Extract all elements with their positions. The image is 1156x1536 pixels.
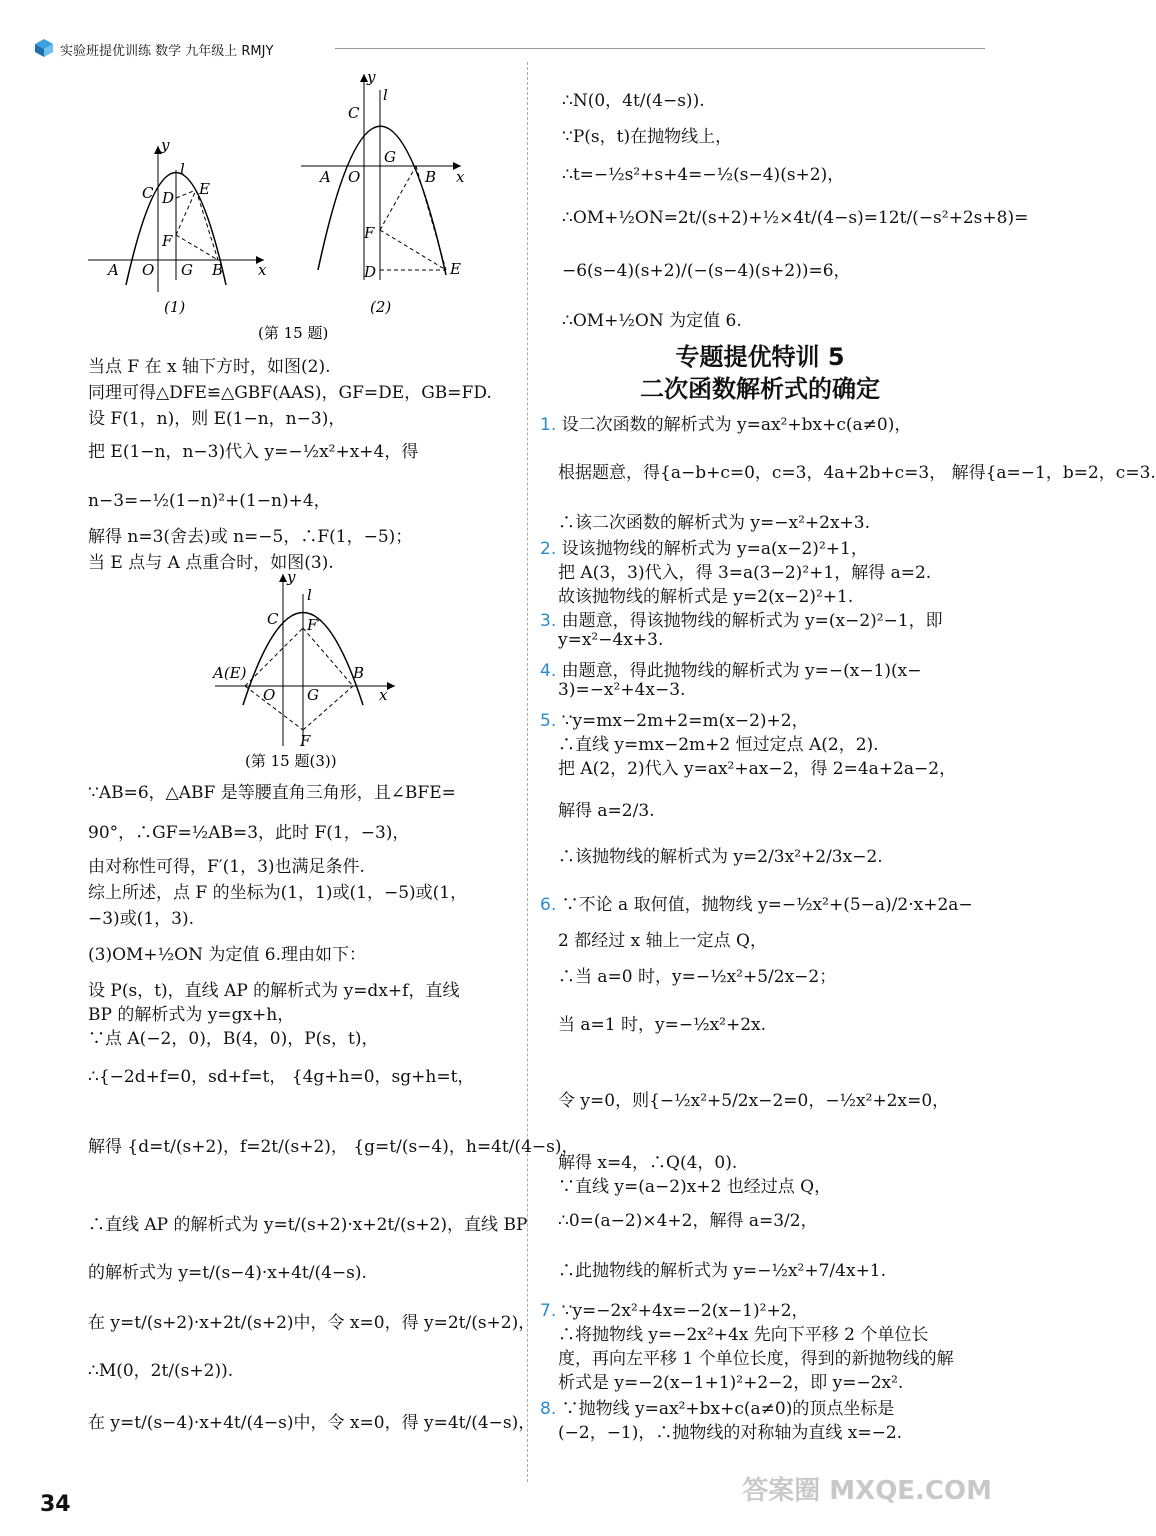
svg-text:B: B xyxy=(353,664,365,682)
item-number: 8. xyxy=(540,1399,557,1419)
item-number: 6. xyxy=(540,895,557,915)
figure-15-1-2 xyxy=(86,70,476,350)
left-line-22: 在 y=t/(s−4)·x+4t/(4−s)中，令 x=0，得 y=4t/(4−s)， xyxy=(88,1413,536,1433)
item-1-line-2: 根据题意，得{a−b+c=0，c=3，4a+2b+c=3， 解得{a=−1，b=2，c=3. xyxy=(558,463,1156,483)
left-line-20: 在 y=t/(s+2)·x+2t/(s+2)中，令 x=0，得 y=2t/(s+2)， xyxy=(88,1313,536,1333)
left-line-16: ∴{−2d+f=0，sd+f=t， {4g+h=0，sg+h=t， xyxy=(88,1067,475,1087)
item-4 xyxy=(540,656,922,681)
svg-text:y: y xyxy=(161,136,170,154)
item-5-line-2: ∴直线 y=mx−2m+2 恒过定点 A(2，2). xyxy=(558,735,879,755)
left-line-21: ∴M(0，2t/(s+2)). xyxy=(88,1361,234,1381)
item-number: 5. xyxy=(540,711,557,731)
item-8 xyxy=(540,1394,894,1419)
item-6-line-5: 令 y=0，则{−½x²+5/2x−2=0，−½x²+2x=0， xyxy=(558,1091,950,1111)
left-line-2: 设 F(1，n)，则 E(1−n，n−3)， xyxy=(88,409,346,429)
svg-text:O: O xyxy=(142,261,155,279)
left-line-12: (3)OM+½ON 为定值 6.理由如下： xyxy=(88,945,366,965)
left-line-7: ∵AB=6，△ABF 是等腰直角三角形，且∠BFE= xyxy=(88,783,456,803)
svg-text:O: O xyxy=(348,168,361,186)
header-rule xyxy=(335,48,985,49)
item-5-line-3: 把 A(2，2)代入 y=ax²+ax−2，得 2=4a+2a−2， xyxy=(558,759,957,779)
svg-text:F′: F′ xyxy=(307,616,321,634)
item-line: ∵不论 a 取何值，抛物线 y=−½x²+(5−a)/2·x+2a− xyxy=(561,895,973,915)
watermark: 答案圈 MXQE.COM xyxy=(742,1476,992,1506)
svg-text:E: E xyxy=(199,180,210,198)
item-3-line-2: y=x²−4x+3. xyxy=(558,630,664,650)
left-line-6: 当 E 点与 A 点重合时，如图(3). xyxy=(88,553,334,573)
column-divider xyxy=(527,62,528,1482)
svg-text:D: D xyxy=(364,263,377,281)
item-number: 4. xyxy=(540,661,557,681)
right-line-0: ∴N(0，4t/(4−s)). xyxy=(562,91,705,111)
svg-text:F: F xyxy=(300,732,311,750)
right-line-3: ∴OM+½ON=2t/(s+2)+½×4t/(4−s)=12t/(−s²+2s+8)= xyxy=(562,208,1029,228)
svg-text:C: C xyxy=(267,610,279,628)
left-line-9: 由对称性可得，F′(1，3)也满足条件. xyxy=(88,857,365,877)
item-7-line-2: ∴将抛物线 y=−2x²+4x 先向下平移 2 个单位长 xyxy=(558,1325,929,1345)
svg-text:B: B xyxy=(425,168,437,186)
item-line: 设二次函数的解析式为 y=ax²+bx+c(a≠0)， xyxy=(561,415,912,435)
svg-text:l: l xyxy=(180,160,185,178)
item-3 xyxy=(540,606,943,631)
item-number: 1. xyxy=(540,415,557,435)
item-7-line-4: 析式是 y=−2(x−1+1)²+2−2，即 y=−2x². xyxy=(558,1373,904,1393)
svg-text:y: y xyxy=(287,568,296,586)
item-number: 7. xyxy=(540,1301,557,1321)
svg-text:O: O xyxy=(263,686,276,704)
section-title-1: 专题提优特训 5 xyxy=(675,343,845,371)
left-line-18: ∴直线 AP 的解析式为 y=t/(s+2)·x+2t/(s+2)，直线 BP xyxy=(88,1215,528,1235)
svg-text:C: C xyxy=(348,104,360,122)
running-header: 实验班提优训练 数学 九年级上 RMJY xyxy=(60,44,274,59)
item-6-line-8: ∴0=(a−2)×4+2，解得 a=3/2， xyxy=(558,1211,818,1231)
figure-1 xyxy=(88,136,267,292)
left-line-4: n−3=−½(1−n)²+(1−n)+4， xyxy=(88,491,331,511)
right-line-2: ∴t=−½s²+s+4=−½(s−4)(s+2)， xyxy=(562,165,845,185)
svg-text:x: x xyxy=(258,261,267,279)
left-line-1: 同理可得△DFE≌△GBF(AAS)，GF=DE，GB=FD. xyxy=(88,383,492,403)
left-line-8: 90°，∴GF=½AB=3，此时 F(1，−3)， xyxy=(88,823,410,843)
svg-text:y: y xyxy=(367,68,376,86)
right-line-5: ∴OM+½ON 为定值 6. xyxy=(562,311,742,331)
fig1-label: (1) xyxy=(164,298,186,316)
item-line: ∵y=−2x²+4x=−2(x−1)²+2， xyxy=(561,1301,809,1321)
left-line-5: 解得 n=3(舍去)或 n=−5，∴F(1，−5)； xyxy=(88,527,413,547)
fig2-label: (2) xyxy=(370,298,392,316)
item-6 xyxy=(540,890,973,915)
left-line-11: −3)或(1，3). xyxy=(88,909,194,929)
item-number: 3. xyxy=(540,611,557,631)
left-line-13: 设 P(s，t)，直线 AP 的解析式为 y=dx+f，直线 xyxy=(88,981,460,1001)
svg-text:C: C xyxy=(142,184,154,202)
item-6-line-3: ∴当 a=0 时，y=−½x²+5/2x−2； xyxy=(558,967,837,987)
left-line-0: 当点 F 在 x 轴下方时，如图(2). xyxy=(88,357,331,377)
right-line-1: ∵P(s，t)在抛物线上， xyxy=(562,127,733,147)
item-8-line-2: (−2，−1)，∴抛物线的对称轴为直线 x=−2. xyxy=(558,1423,903,1443)
svg-text:x: x xyxy=(456,168,465,186)
svg-text:G: G xyxy=(181,261,193,279)
left-line-17: 解得 {d=t/(s+2)，f=2t/(s+2)， {g=t/(s−4)，h=4t/(4−s)， xyxy=(88,1137,579,1157)
item-2-line-2: 把 A(3，3)代入，得 3=a(3−2)²+1，解得 a=2. xyxy=(558,563,932,583)
svg-text:F: F xyxy=(162,232,173,250)
item-number: 2. xyxy=(540,539,557,559)
figure-2 xyxy=(301,68,465,281)
item-line: 由题意，得该抛物线的解析式为 y=(x−2)²−1，即 xyxy=(561,611,943,631)
item-6-line-4: 当 a=1 时，y=−½x²+2x. xyxy=(558,1015,767,1035)
item-7-line-3: 度，再向左平移 1 个单位长度，得到的新抛物线的解 xyxy=(558,1349,954,1369)
item-6-line-2: 2 都经过 x 轴上一定点 Q， xyxy=(558,931,767,951)
left-line-3: 把 E(1−n，n−3)代入 y=−½x²+x+4，得 xyxy=(88,442,419,462)
svg-text:l: l xyxy=(307,586,312,604)
svg-text:G: G xyxy=(384,148,396,166)
book-logo-icon xyxy=(34,38,54,58)
fig3-caption: (第 15 题(3)) xyxy=(245,752,337,770)
svg-text:A: A xyxy=(108,261,119,279)
svg-text:G: G xyxy=(307,686,319,704)
left-line-10: 综上所述，点 F 的坐标为(1，1)或(1，−5)或(1， xyxy=(88,883,468,903)
svg-text:E: E xyxy=(450,260,461,278)
svg-text:l: l xyxy=(383,86,388,104)
right-line-4: −6(s−4)(s+2)/(−(s−4)(s+2))=6， xyxy=(562,261,851,281)
item-5-line-5: ∴该抛物线的解析式为 y=2/3x²+2/3x−2. xyxy=(558,847,883,867)
item-6-line-7: ∵直线 y=(a−2)x+2 也经过点 Q， xyxy=(558,1177,832,1197)
left-line-14: BP 的解析式为 y=gx+h， xyxy=(88,1005,295,1025)
left-line-15: ∵点 A(−2，0)，B(4，0)，P(s，t)， xyxy=(88,1029,379,1049)
item-6-line-9: ∴此抛物线的解析式为 y=−½x²+7/4x+1. xyxy=(558,1261,887,1281)
item-line: ∵抛物线 y=ax²+bx+c(a≠0)的顶点坐标是 xyxy=(561,1399,895,1419)
svg-text:B: B xyxy=(212,261,224,279)
fig-caption: (第 15 题) xyxy=(258,324,329,342)
page-number: 34 xyxy=(40,1492,71,1517)
item-7 xyxy=(540,1296,809,1321)
item-4-line-2: 3)=−x²+4x−3. xyxy=(558,680,686,700)
item-2-line-3: 故该抛物线的解析式是 y=2(x−2)²+1. xyxy=(558,587,854,607)
item-1-line-3: ∴该二次函数的解析式为 y=−x²+2x+3. xyxy=(558,513,871,533)
svg-text:A: A xyxy=(320,168,331,186)
section-title-2: 二次函数解析式的确定 xyxy=(640,375,880,403)
item-5 xyxy=(540,706,809,731)
item-5-line-4: 解得 a=2/3. xyxy=(558,801,655,821)
item-line: ∵y=mx−2m+2=m(x−2)+2， xyxy=(561,711,809,731)
figure-15-3 xyxy=(205,570,405,770)
item-1 xyxy=(540,410,911,435)
left-line-19: 的解析式为 y=t/(s−4)·x+4t/(4−s). xyxy=(88,1263,367,1283)
svg-text:x: x xyxy=(379,686,388,704)
item-2 xyxy=(540,534,868,559)
svg-text:F: F xyxy=(364,224,375,242)
item-line: 由题意，得此抛物线的解析式为 y=−(x−1)(x− xyxy=(561,661,922,681)
item-line: 设该抛物线的解析式为 y=a(x−2)²+1， xyxy=(561,539,868,559)
item-6-line-6: 解得 x=4，∴Q(4，0). xyxy=(558,1153,738,1173)
svg-text:A(E): A(E) xyxy=(213,664,247,682)
svg-text:D: D xyxy=(162,189,175,207)
